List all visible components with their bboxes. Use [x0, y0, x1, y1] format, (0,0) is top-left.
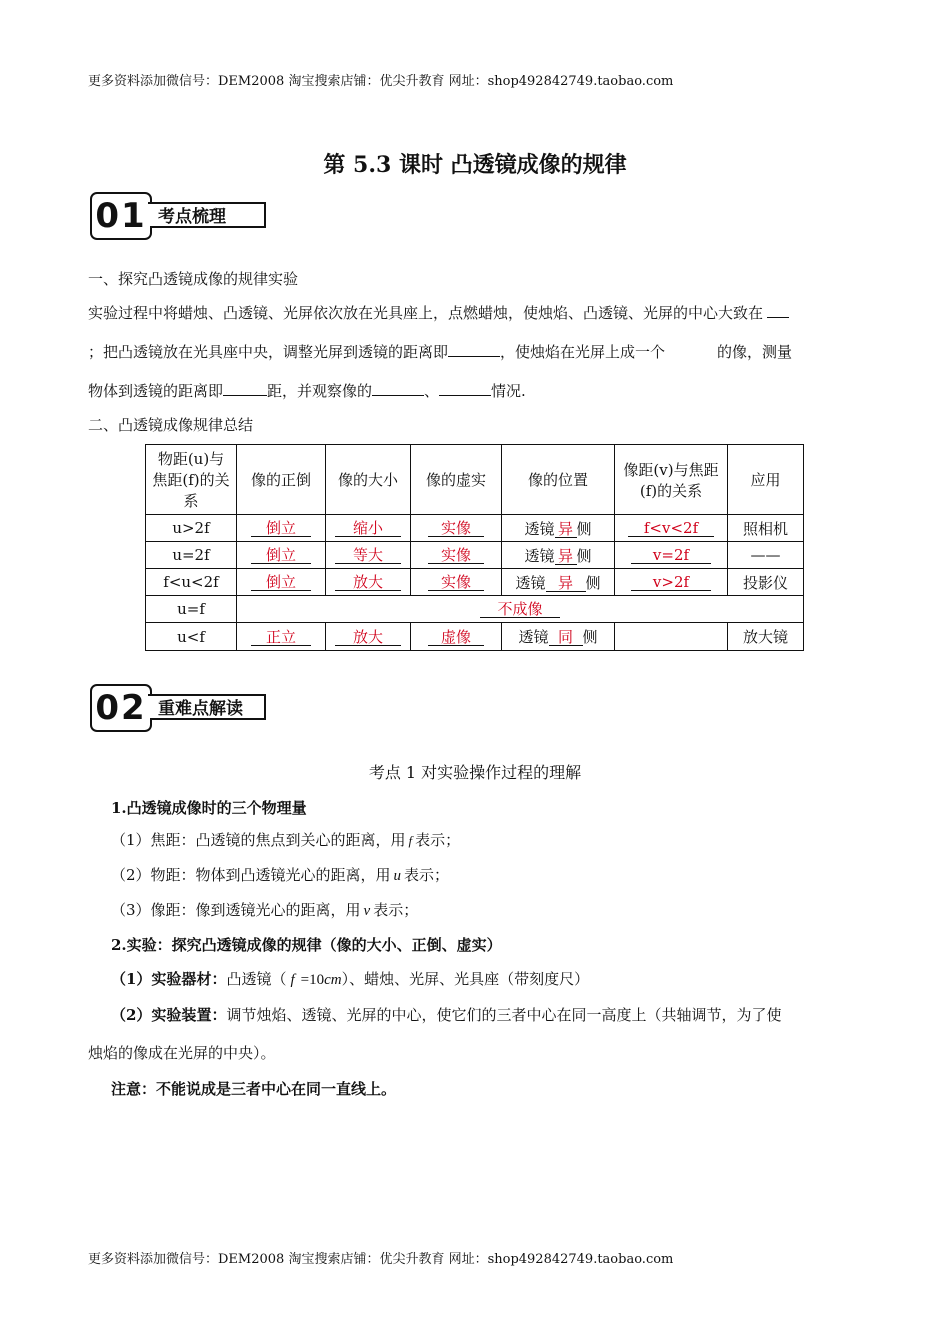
badge-label: 考点梳理 — [150, 202, 266, 228]
real-cell — [411, 515, 502, 542]
answer: v=2f — [631, 547, 711, 564]
page-title: 第 5.3 课时 凸透镜成像的规律 — [323, 152, 627, 178]
section-badge-01 — [90, 192, 270, 240]
math-unit: cm — [324, 972, 342, 988]
real-cell — [411, 542, 502, 569]
part1-heading: 1.凸透镜成像时的三个物理量 — [111, 799, 307, 817]
text: （2）物距：物体到凸透镜光心的距离，用 — [111, 866, 391, 884]
text: 透镜 — [515, 573, 546, 592]
v-cell — [615, 623, 728, 651]
table-row — [146, 596, 804, 623]
app-cell: —— — [728, 542, 804, 569]
pos-cell — [502, 542, 615, 569]
answer: 倒立 — [251, 520, 311, 537]
badge-label: 重难点解读 — [150, 694, 266, 720]
answer: 放大 — [335, 574, 401, 591]
answer: 实像 — [428, 520, 484, 537]
header-cell: 像的正倒 — [237, 445, 326, 515]
answer: v>2f — [631, 574, 711, 591]
size-cell — [326, 542, 411, 569]
text: 物体到透镜的距离即 — [88, 382, 224, 400]
dir-cell — [237, 542, 326, 569]
text: 表示； — [415, 831, 461, 849]
answer: 等大 — [335, 547, 401, 564]
dir-cell — [237, 623, 326, 651]
label: （1）实验器材： — [111, 970, 227, 988]
page-header: 更多资料添加微信号：DEM2008 淘宝搜索店铺：优尖升教育 网址：shop492842749.taobao.com — [88, 74, 674, 89]
table-row — [146, 515, 804, 542]
answer: 放大 — [335, 629, 401, 646]
header-cell: 像的虚实 — [411, 445, 502, 515]
table-row — [146, 542, 804, 569]
text: ）、蜡烛、光屏、光具座（带刻度尺） — [341, 970, 590, 988]
cond-cell: u<f — [146, 623, 237, 651]
part2-heading: 2.实验：探究凸透镜成像的规律（像的大小、正倒、虚实） — [111, 936, 502, 954]
answer: 同 — [549, 629, 583, 646]
pos-cell — [502, 515, 615, 542]
cond-cell: f<u<2f — [146, 569, 237, 596]
page-footer: 更多资料添加微信号：DEM2008 淘宝搜索店铺：优尖升教育 网址：shop492842749.taobao.com — [88, 1252, 674, 1267]
app-cell: 投影仪 — [728, 569, 804, 596]
table-row — [146, 569, 804, 596]
size-cell — [326, 623, 411, 651]
text: ；把凸透镜放在光具座中央，调整光屏到透镜的距离即 — [88, 343, 449, 361]
text: ，使烛焰在光屏上成一个 — [500, 343, 666, 361]
answer: 正立 — [251, 629, 311, 646]
text: 、 — [424, 382, 440, 400]
text: 凸透镜（ — [226, 970, 287, 988]
lens-rules-table — [145, 444, 804, 651]
pos-cell — [502, 623, 615, 651]
answer: 缩小 — [335, 520, 401, 537]
fill-blank — [223, 381, 267, 396]
text: 透镜 — [524, 546, 555, 565]
math-val: =10 — [300, 972, 325, 988]
answer: 倒立 — [251, 547, 311, 564]
answer: 异 — [555, 548, 577, 565]
math-var: f — [408, 833, 413, 848]
cond-cell: u=2f — [146, 542, 237, 569]
header-cell: 像距(v)与焦距(f)的关系 — [615, 445, 728, 515]
answer: f<v<2f — [628, 520, 714, 537]
text: 情况. — [491, 382, 526, 400]
merged-cell — [237, 596, 804, 623]
answer: 虚像 — [428, 629, 484, 646]
app-cell: 放大镜 — [728, 623, 804, 651]
text: 距，并观察像的 — [267, 382, 373, 400]
section1-line1 — [88, 302, 789, 323]
answer: 不成像 — [480, 601, 560, 618]
text: 表示； — [373, 901, 419, 919]
header-cell: 像的大小 — [326, 445, 411, 515]
text: 透镜 — [524, 519, 555, 538]
size-cell — [326, 515, 411, 542]
section-badge-02 — [90, 684, 270, 732]
section1-heading: 一、探究凸透镜成像的规律实验 — [88, 270, 299, 288]
real-cell — [411, 569, 502, 596]
v-cell — [615, 542, 728, 569]
table-header-row — [146, 445, 804, 515]
header-cell: 物距(u)与焦距(f)的关系 — [146, 445, 237, 515]
label: （2）实验装置： — [111, 1006, 227, 1024]
part1-item2 — [111, 864, 449, 885]
math-var: v — [363, 903, 371, 919]
v-cell — [615, 569, 728, 596]
text: 侧 — [576, 519, 592, 538]
cond-cell: u=f — [146, 596, 237, 623]
cond-cell: u>2f — [146, 515, 237, 542]
answer: 实像 — [428, 574, 484, 591]
fill-blank — [767, 303, 789, 318]
part2-line1 — [111, 968, 589, 989]
answer: 实像 — [428, 547, 484, 564]
pos-cell — [502, 569, 615, 596]
text: 调节烛焰、透镜、光屏的中心，使它们的三者中心在同一高度上（共轴调节，为了使 — [226, 1006, 782, 1024]
part2-line3: 烛焰的像成在光屏的中央）。 — [88, 1044, 276, 1062]
real-cell — [411, 623, 502, 651]
kaodian-heading: 考点 1 对实验操作过程的理解 — [368, 763, 582, 782]
fill-blank — [439, 381, 491, 396]
section1-line2 — [88, 341, 792, 362]
size-cell — [326, 569, 411, 596]
fill-blank — [372, 381, 424, 396]
text: 侧 — [582, 628, 598, 646]
v-cell — [615, 515, 728, 542]
part2-line2 — [111, 1004, 781, 1025]
text: 表示； — [404, 866, 450, 884]
section2-heading: 二、凸透镜成像规律总结 — [88, 416, 254, 434]
header-cell: 应用 — [728, 445, 804, 515]
section1-line3 — [88, 380, 526, 401]
answer: 倒立 — [251, 574, 311, 591]
badge-number: 01 — [90, 192, 152, 240]
math-var: u — [393, 868, 402, 884]
part1-item3 — [111, 899, 418, 920]
app-cell: 照相机 — [728, 515, 804, 542]
math-var: f — [290, 972, 295, 988]
answer: 异 — [546, 575, 586, 592]
text: 实验过程中将蜡烛、凸透镜、光屏依次放在光具座上，点燃蜡烛，使烛焰、凸透镜、光屏的中心大致在 — [88, 304, 764, 322]
table-row — [146, 623, 804, 651]
fill-blank — [448, 342, 500, 357]
text: （3）像距：像到透镜光心的距离，用 — [111, 901, 361, 919]
header-cell: 像的位置 — [502, 445, 615, 515]
text: （1）焦距：凸透镜的焦点到关心的距离，用 — [111, 831, 406, 849]
badge-number: 02 — [90, 684, 152, 732]
text: 透镜 — [518, 628, 549, 646]
dir-cell — [237, 515, 326, 542]
text: 侧 — [585, 573, 601, 592]
dir-cell — [237, 569, 326, 596]
text: 的像，测量 — [717, 343, 793, 361]
part1-item1 — [111, 829, 460, 850]
part2-note: 注意：不能说成是三者中心在同一直线上。 — [111, 1080, 397, 1098]
answer: 异 — [555, 521, 577, 538]
text: 侧 — [576, 546, 592, 565]
